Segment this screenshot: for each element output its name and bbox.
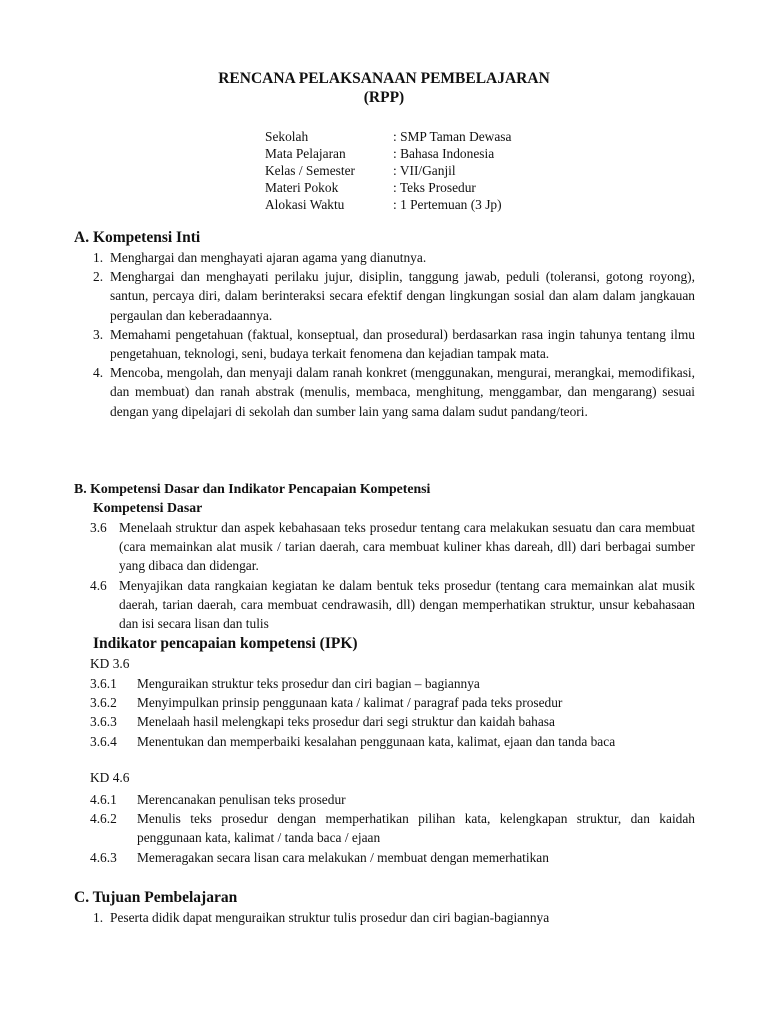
item-text: Memahami pengetahuan (faktual, konseptual, dan prosedural) berdasarkan rasa ingin tahunya tentang ilmu pengetahuan, teknologi, seni, budaya terkait fenomena dan kejadian tampak mata. — [110, 326, 695, 362]
info-label: Materi Pokok — [265, 180, 339, 196]
info-value: : 1 Pertemuan (3 Jp) — [393, 197, 502, 213]
ipk-4-6-list — [90, 790, 695, 867]
info-label: Mata Pelajaran — [265, 146, 346, 162]
list-item — [90, 576, 695, 634]
info-label: Alokasi Waktu — [265, 197, 345, 213]
info-value: : Bahasa Indonesia — [393, 146, 495, 162]
info-label: Kelas / Semester — [265, 163, 355, 179]
list-item — [90, 518, 695, 576]
item-text: Peserta didik dapat menguraikan struktur tulis prosedur dan ciri bagian-bagiannya — [110, 910, 550, 925]
item-number: 4.6.1 — [90, 792, 117, 807]
item-text: Menyajikan data rangkaian kegiatan ke dalam bentuk teks prosedur (tentang cara memainkan alat musik daerah, tarian daerah, cara membuat cendrawasih, dll) dengan memperhatikan struktur, unsur kebahasaan dan isi secara lisan dan tulis — [119, 577, 695, 632]
ipk-heading: Indikator pencapaian kompetensi (IPK) — [93, 635, 358, 652]
item-text: Merencanakan penulisan teks prosedur — [137, 792, 346, 807]
info-row-sekolah — [265, 128, 511, 145]
list-item — [90, 848, 695, 867]
item-number: 1. — [93, 910, 104, 925]
kompetensi-dasar-list — [90, 518, 695, 633]
item-number: 3.6 — [90, 520, 107, 535]
item-text: Menghargai dan menghayati perilaku jujur, disiplin, tanggung jawab, peduli (toleransi, gotong royong), santun, percaya diri, dalam berinteraksi secara efektif dengan lingkungan sosial dan alam dalam jangkauan pergaulan dan keberadaannya. — [110, 269, 695, 323]
info-row-kelas-semester — [265, 162, 511, 179]
info-value: : SMP Taman Dewasa — [393, 129, 512, 144]
item-number: 3.6.3 — [90, 714, 117, 730]
section-c-heading: C. Tujuan Pembelajaran — [74, 889, 238, 906]
kd-4-6-label: KD 4.6 — [90, 770, 130, 785]
item-number: 3.6.2 — [90, 695, 117, 711]
item-text: Menulis teks prosedur dengan memperhatikan pilihan kata, kelengkapan struktur, dan kaidah penggunaan kata, kalimat / tanda baca / ejaan — [137, 811, 695, 846]
item-number: 4.6.2 — [90, 811, 117, 827]
info-row-materi-pokok — [265, 179, 511, 196]
item-text: Memeragakan secara lisan cara melakukan / membuat dengan memerhatikan — [137, 849, 549, 865]
list-item — [90, 712, 695, 731]
item-text: Menelaah struktur dan aspek kebahasaan teks prosedur tentang cara melakukan sesuatu dan cara membuat (cara memainkan alat musik / tarian daerah, cara membuat kuliner khas dareah, dll) dari berbagai sumber yang dibaca dan didengar. — [119, 520, 695, 574]
kd-3-6-label: KD 3.6 — [90, 656, 130, 671]
document-subtitle: (RPP) — [363, 89, 405, 106]
item-number: 4.6.3 — [90, 849, 117, 865]
item-number: 2. — [93, 269, 104, 285]
list-item — [93, 248, 695, 267]
list-item — [93, 363, 695, 421]
item-text: Menguraikan struktur teks prosedur dan ciri bagian – bagiannya — [137, 676, 480, 691]
list-item — [90, 674, 695, 693]
info-value: : Teks Prosedur — [393, 180, 476, 196]
info-label: Sekolah — [265, 129, 309, 144]
kompetensi-dasar-heading: Kompetensi Dasar — [93, 500, 203, 515]
item-number: 3. — [93, 326, 104, 342]
item-text: Menghargai dan menghayati ajaran agama yang dianutnya. — [110, 250, 427, 265]
list-item — [93, 325, 695, 363]
item-text: Mencoba, mengolah, dan menyaji dalam ranah konkret (menggunakan, mengurai, merangkai, memodifikasi, dan membuat) dan ranah abstrak (menulis, membaca, menghitung, menggambar, dan mengarang) sesuai dengan yang dipelajari di sekolah dan sumber lain yang sama dalam sudut pandang/teori. — [110, 365, 695, 419]
item-number: 1. — [93, 250, 104, 265]
ipk-3-6-list — [90, 674, 695, 751]
list-item — [90, 790, 695, 809]
list-item — [90, 732, 695, 751]
identity-table — [265, 128, 511, 213]
item-text: Menentukan dan memperbaiki kesalahan penggunaan kata, kalimat, ejaan dan tanda baca — [137, 733, 616, 749]
info-row-mata-pelajaran — [265, 145, 511, 162]
document-title: RENCANA PELAKSANAAN PEMBELAJARAN — [218, 70, 550, 87]
info-row-alokasi-waktu — [265, 196, 511, 213]
item-text: Menyimpulkan prinsip penggunaan kata / kalimat / paragraf pada teks prosedur — [137, 695, 563, 711]
list-item — [90, 693, 695, 712]
list-item — [90, 809, 695, 847]
list-item — [93, 908, 695, 927]
item-number: 4. — [93, 365, 104, 381]
section-a-heading: A. Kompetensi Inti — [74, 229, 201, 246]
section-b-heading: B. Kompetensi Dasar dan Indikator Pencapaian Kompetensi — [74, 481, 431, 496]
item-number: 3.6.4 — [90, 733, 117, 749]
list-item — [93, 267, 695, 325]
item-text: Menelaah hasil melengkapi teks prosedur dari segi struktur dan kaidah bahasa — [137, 714, 555, 730]
info-value: : VII/Ganjil — [393, 163, 456, 179]
item-number: 4.6 — [90, 577, 107, 593]
item-number: 3.6.1 — [90, 676, 117, 691]
tujuan-pembelajaran-list — [93, 908, 695, 927]
kompetensi-inti-list — [93, 248, 695, 421]
